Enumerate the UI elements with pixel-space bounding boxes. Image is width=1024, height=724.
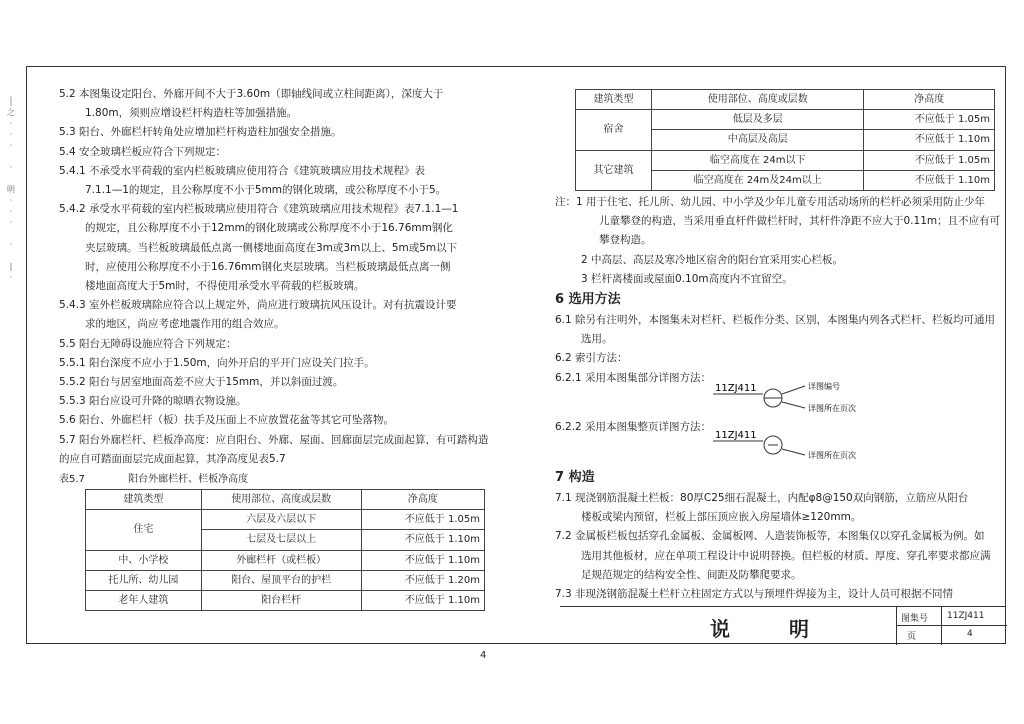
sec7-line: 7.2 金属板栏板包括穿孔金属板、金属板网、人造装饰板等，本图集仅以穿孔金属板为例。如 bbox=[555, 530, 985, 543]
bottom-page-number: 4 bbox=[480, 650, 487, 661]
left-line: 5.4.3 室外栏板玻璃除应符合以上规定外，尚应进行玻璃抗风压设计。对有抗震设计要 bbox=[59, 299, 457, 312]
column-header: 净高度 bbox=[864, 90, 995, 110]
whole-page-reference-example bbox=[555, 430, 1007, 467]
title-block bbox=[560, 606, 1006, 645]
sec7-line: 足规范规定的结构安全性、间距及防攀爬要求。 bbox=[581, 568, 802, 581]
column-header: 净高度 bbox=[361, 490, 484, 510]
table-row bbox=[576, 110, 995, 130]
sheet-title: 说 明 bbox=[710, 617, 835, 641]
cell-building-type: 住宅 bbox=[86, 510, 202, 550]
note-line: 注：1 用于住宅、托儿所、幼儿园、中小学及少年儿童专用活动场所的栏杆必须采用防止少年 bbox=[555, 196, 986, 209]
grid-hline bbox=[897, 625, 1007, 626]
left-line: 的应自可踏面面层完成面起算，其净高度见表5.7 bbox=[59, 452, 286, 465]
cell-building-type: 中、小学校 bbox=[86, 550, 202, 570]
sec7-line: 7.1 现浇钢筋混凝土栏板：80厚C25细石混凝土，内配φ8@150双向钢筋，立筋应从阳台 bbox=[555, 492, 969, 505]
grid-vline bbox=[941, 607, 942, 645]
cell-building-type: 宿舍 bbox=[576, 110, 652, 150]
leader-top bbox=[782, 386, 805, 394]
atlas-number: 11ZJ411 bbox=[947, 611, 985, 621]
cell-net-height: 不应低于 1.10m bbox=[361, 550, 484, 570]
section-6-heading: 6 选用方法 bbox=[555, 292, 621, 308]
column-header: 建筑类型 bbox=[86, 490, 202, 510]
cell-net-height: 不应低于 1.05m bbox=[864, 150, 995, 170]
cell-usage-part: 阳台栏杆 bbox=[201, 591, 361, 611]
label-detail-page-2: 详图所在页次 bbox=[808, 451, 856, 460]
label-detail-number: 详图编号 bbox=[808, 381, 840, 391]
cell-usage-part: 临空高度在 24m及24m以上 bbox=[651, 170, 864, 190]
cell-usage-part: 阳台、屋顶平台的护栏 bbox=[201, 570, 361, 590]
drawing-frame bbox=[26, 66, 1006, 644]
detail-index-symbol bbox=[675, 382, 915, 412]
left-line: 5.5 阳台无障碍设施应符合下列规定： bbox=[59, 337, 237, 350]
cell-usage-part: 七层及七层以上 bbox=[201, 530, 361, 550]
table-row bbox=[86, 510, 485, 530]
page-index-symbol bbox=[675, 429, 915, 459]
left-line: 5.5.3 阳台应设可升降的晾晒衣物设施。 bbox=[59, 395, 247, 408]
left-line: 5.6 阳台、外廊栏杆（板）扶手及压面上不应放置花盆等其它可坠落物。 bbox=[59, 414, 395, 427]
left-line: 5.4.2 承受水平荷载的室内栏板玻璃应使用符合《建筑玻璃应用技术规程》表7.1.1—1 bbox=[59, 203, 459, 216]
left-line: 5.3 阳台、外廊栏杆转角处应增加栏杆构造柱加强安全措施。 bbox=[59, 126, 342, 139]
section-7-text bbox=[555, 489, 1007, 604]
cell-usage-part: 低层及多层 bbox=[651, 110, 864, 130]
railing-height-table-continued bbox=[575, 89, 995, 191]
label-detail-page: 详图所在页次 bbox=[808, 403, 856, 412]
cell-building-type: 托儿所、幼儿园 bbox=[86, 570, 202, 590]
column-header: 使用部位、高度或层数 bbox=[201, 490, 361, 510]
cell-net-height: 不应低于 1.10m bbox=[361, 530, 484, 550]
note-line: 2 中高层、高层及寒冷地区宿舍的阳台宜采用实心栏板。 bbox=[581, 253, 844, 266]
table-number: 表5.7 bbox=[59, 474, 85, 486]
reference-code: 11ZJ411 bbox=[715, 382, 757, 394]
reference-code-2: 11ZJ411 bbox=[715, 430, 757, 442]
cell-net-height: 不应低于 1.20m bbox=[361, 570, 484, 590]
page-label: 页 bbox=[907, 632, 917, 642]
atlas-label: 图集号 bbox=[901, 614, 929, 624]
left-line: 的规定，且公称厚度不小于12mm的钢化玻璃或公称厚度不小于16.76mm钢化 bbox=[85, 222, 453, 235]
cell-usage-part: 六层及六层以下 bbox=[201, 510, 361, 530]
sec7-line: 选用其他板材，应在单项工程设计中说明替换。但栏板的材质、厚度、穿孔率要求都应满 bbox=[581, 549, 991, 562]
note-line: 3 栏杆离楼面或屋面0.10m高度内不宜留空。 bbox=[581, 272, 793, 285]
left-line: 5.4.1 不承受水平荷载的室内栏板玻璃应使用符合《建筑玻璃应用技术规程》表 bbox=[59, 164, 426, 177]
table-notes bbox=[555, 193, 1007, 289]
table-row bbox=[86, 591, 485, 611]
column-header: 建筑类型 bbox=[576, 90, 652, 110]
sec6-line: 选用。 bbox=[581, 333, 613, 346]
sec7-line: 楼板或梁内预留，栏板上部压顶应嵌入房屋墙体≥120mm。 bbox=[581, 511, 862, 524]
left-line: 5.5.1 阳台深度不应小于1.50m，向外开启的平开门应设关门拉手。 bbox=[59, 356, 375, 369]
railing-height-table bbox=[85, 489, 485, 611]
table-row bbox=[86, 570, 485, 590]
detail-reference-example bbox=[555, 381, 1007, 418]
left-line: 5.5.2 阳台与居室地面高差不应大于15mm，并以斜面过渡。 bbox=[59, 376, 344, 389]
left-line: 夹层玻璃。当栏板玻璃最低点离一侧楼地面高度在3m或3m以上、5m或5m以下 bbox=[85, 241, 458, 254]
page-number: 4 bbox=[967, 629, 973, 639]
right-column bbox=[555, 89, 1007, 604]
column-header: 使用部位、高度或层数 bbox=[651, 90, 864, 110]
left-column bbox=[59, 85, 499, 611]
section-7-heading: 7 构造 bbox=[555, 470, 595, 486]
left-line: 求的地区，尚应考虑地震作用的组合效应。 bbox=[85, 318, 285, 331]
left-line: 5.4 安全玻璃栏板应符合下列规定： bbox=[59, 145, 227, 158]
note-line: 攀登构造。 bbox=[599, 234, 652, 247]
table-title: 阳台外廊栏杆、栏板净高度 bbox=[128, 474, 249, 486]
section-6-2-2: 6.2.2 采用本图集整页详图方法： bbox=[555, 420, 712, 433]
cell-usage-part: 临空高度在 24m以下 bbox=[651, 150, 864, 170]
sec7-line: 7.3 非现浇钢筋混凝土栏杆立柱固定方式以与预埋件焊接为主，设计人员可根据不同情 bbox=[555, 588, 954, 601]
left-line: 5.7 阳台外廊栏杆、栏板净高度：应自阳台、外廊、屋面、回廊面层完成面起算，有可踏构造 bbox=[59, 433, 489, 446]
table-5-7-caption bbox=[59, 471, 499, 489]
cell-building-type: 老年人建筑 bbox=[86, 591, 202, 611]
table-row bbox=[576, 150, 995, 170]
cell-net-height: 不应低于 1.05m bbox=[864, 110, 995, 130]
left-line: 楼地面高度大于5m时，不得使用承受水平荷载的栏板玻璃。 bbox=[85, 280, 365, 293]
sec6-line: 6.2 索引方法： bbox=[555, 352, 628, 365]
section-6-text bbox=[555, 311, 1007, 388]
cell-building-type: 其它建筑 bbox=[576, 150, 652, 190]
title-block-grid bbox=[896, 607, 1007, 645]
binding-margin-notes: │ 之 · · · · 明 · · · · | · bbox=[7, 97, 15, 282]
left-text-lines bbox=[59, 85, 499, 469]
left-line: 1.80m，须则应增设栏杆构造柱等加强措施。 bbox=[85, 107, 298, 120]
left-line: 7.1.1—1的规定，且公称厚度不小于5mm的钢化玻璃，或公称厚度不小于5。 bbox=[85, 184, 447, 197]
sec6-line: 6.2.1 采用本图集部分详图方法： bbox=[555, 371, 712, 384]
cell-usage-part: 外廊栏杆（或栏板） bbox=[201, 550, 361, 570]
cell-net-height: 不应低于 1.10m bbox=[864, 170, 995, 190]
left-line: 时，应使用公称厚度不小于16.76mm钢化夹层玻璃。当栏板玻璃最低点离一侧 bbox=[85, 260, 451, 273]
leader-bottom-2 bbox=[782, 449, 805, 455]
table-row bbox=[86, 550, 485, 570]
cell-usage-part: 中高层及高层 bbox=[651, 130, 864, 150]
cell-net-height: 不应低于 1.10m bbox=[361, 591, 484, 611]
left-line: 5.2 本图集设定阳台、外廊开间不大于3.60m（即轴线间或立柱间距离），深度大于 bbox=[59, 88, 444, 100]
note-line: 儿童攀登的构造，当采用垂直杆件做栏杆时，其杆件净距不应大于0.11m；且不应有可 bbox=[599, 215, 1001, 228]
sec6-line: 6.1 除另有注明外，本图集未对栏杆、栏板作分类、区别，本图集内列各式栏杆、栏板均可通用 bbox=[555, 314, 996, 327]
leader-bottom bbox=[782, 402, 805, 408]
cell-net-height: 不应低于 1.05m bbox=[361, 510, 484, 530]
cell-net-height: 不应低于 1.10m bbox=[864, 130, 995, 150]
